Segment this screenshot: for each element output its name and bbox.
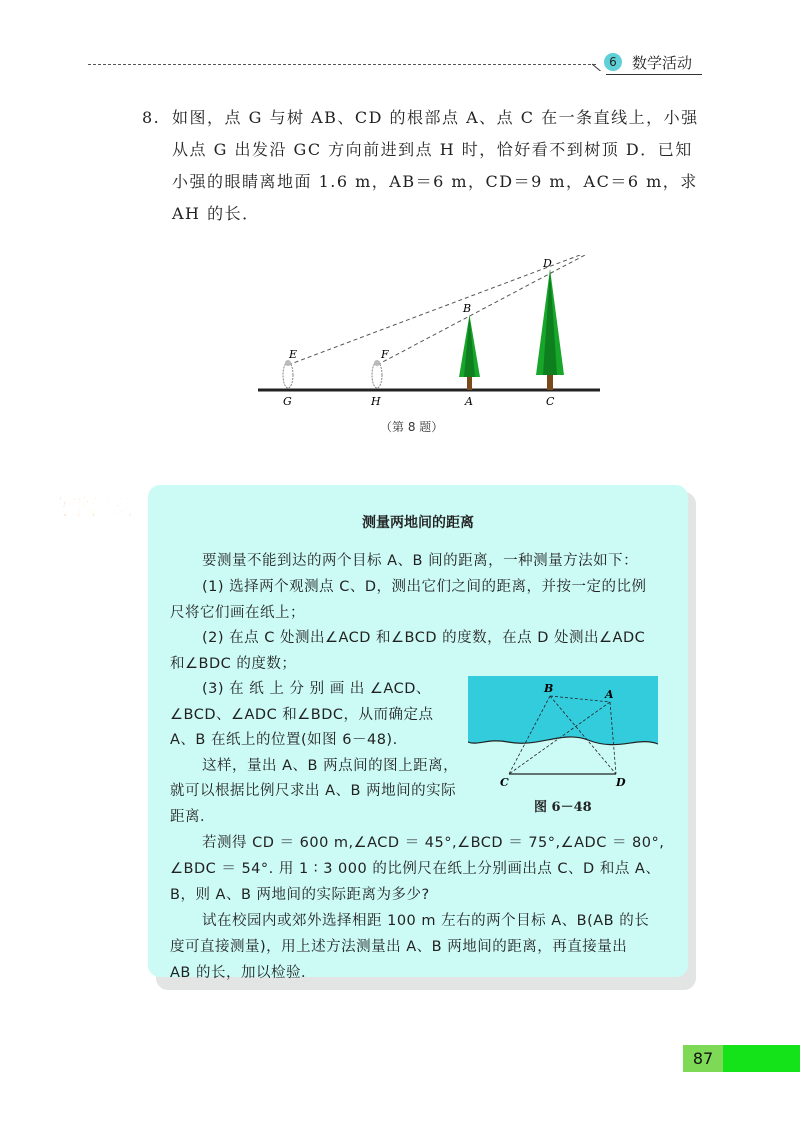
activity-title: 测量两地间的距离	[362, 515, 474, 531]
activity-paragraph: 要测量不能到达的两个目标 A、B 间的距离，一种测量方法如下：	[202, 553, 639, 569]
activity-paragraph: B，则 A、B 两地间的实际距离为多少?	[170, 887, 430, 903]
header-dashed-rule	[88, 64, 596, 65]
person-H-figure	[372, 360, 382, 388]
figure-6-48-caption: 图 6－48	[534, 800, 592, 815]
svg-text:数学活动: 数学活动	[46, 496, 135, 521]
question-8-figure	[250, 255, 610, 415]
activity-paragraph: 距离．	[170, 809, 215, 825]
label-F: F	[381, 348, 389, 361]
chapter-number-badge: 6	[604, 53, 622, 71]
activity-paragraph: AB 的长，加以检验．	[170, 965, 316, 981]
activity-paragraph: (2) 在点 C 处测出∠ACD 和∠BCD 的度数，在点 D 处测出∠ADC	[202, 630, 646, 646]
figure-6-48	[468, 676, 658, 796]
page-number: 87	[683, 1045, 723, 1072]
water-area	[468, 676, 658, 745]
label-G: G	[283, 395, 292, 408]
activity-paragraph: 试在校园内或郊外选择相距 100 m 左右的两个目标 A、B(AB 的长	[202, 913, 650, 929]
sight-line-E	[288, 255, 580, 365]
header-rule-corner	[592, 57, 604, 71]
tree-CD	[536, 269, 564, 390]
activity-paragraph: ∠BDC ＝ 54°. 用 1 ∶ 3 000 的比例尺在纸上分别画出点 C、D 和点 A、	[170, 861, 661, 877]
label-C: C	[546, 395, 555, 408]
question-line: AH 的长．	[172, 204, 260, 223]
activity-paragraph: 这样，量出 A、B 两点间的图上距离，	[202, 758, 459, 774]
question-line: 小强的眼睛离地面 1.6 m，AB＝6 m，CD＝9 m，AC＝6 m，求	[172, 172, 698, 191]
activity-paragraph: 和∠BDC 的度数；	[170, 656, 297, 672]
question-line: 从点 G 出发沿 GC 方向前进到点 H 时，恰好看不到树顶 D．已知	[172, 140, 693, 159]
activity-paragraph: 尺将它们画在纸上；	[170, 605, 305, 621]
question-8-figure-caption: （第 8 题）	[380, 420, 444, 434]
tree-AB	[459, 315, 480, 390]
question-line: 如图，点 G 与树 AB、CD 的根部点 A、点 C 在一条直线上，小强	[172, 108, 699, 127]
label-C: C	[500, 776, 509, 789]
activity-paragraph: 就可以根据比例尺求出 A、B 两地间的实际	[170, 783, 457, 799]
label-A: A	[465, 395, 473, 408]
label-D: D	[543, 257, 552, 270]
activity-paragraph: (1) 选择两个观测点 C、D，测出它们之间的距离，并按一定的比例	[202, 579, 647, 595]
activity-paragraph: ∠BCD、∠ADC 和∠BDC，从而确定点	[170, 707, 434, 723]
activity-paragraph: (3) 在 纸 上 分 别 画 出 ∠ACD、	[202, 681, 431, 697]
label-D: D	[616, 776, 626, 789]
label-H: H	[371, 395, 381, 408]
activity-paragraph: 若测得 CD ＝ 600 m,∠ACD ＝ 45°,∠BCD ＝ 75°,∠ADC ＝ 80°,	[202, 835, 665, 851]
label-B: B	[463, 302, 472, 315]
question-number: 8.	[142, 108, 161, 127]
label-E: E	[289, 348, 298, 361]
header-solid-rule	[606, 74, 702, 75]
activity-paragraph: 度可直接测量)，用上述方法测量出 A、B 两地间的距离，再直接量出	[170, 939, 628, 955]
chapter-title: 数学活动	[632, 54, 693, 72]
label-A: A	[605, 688, 614, 701]
math-activity-logo	[40, 485, 150, 527]
activity-paragraph: A、B 在纸上的位置(如图 6－48).	[170, 732, 398, 748]
label-B: B	[544, 682, 554, 695]
page-tab-bar	[723, 1045, 800, 1072]
